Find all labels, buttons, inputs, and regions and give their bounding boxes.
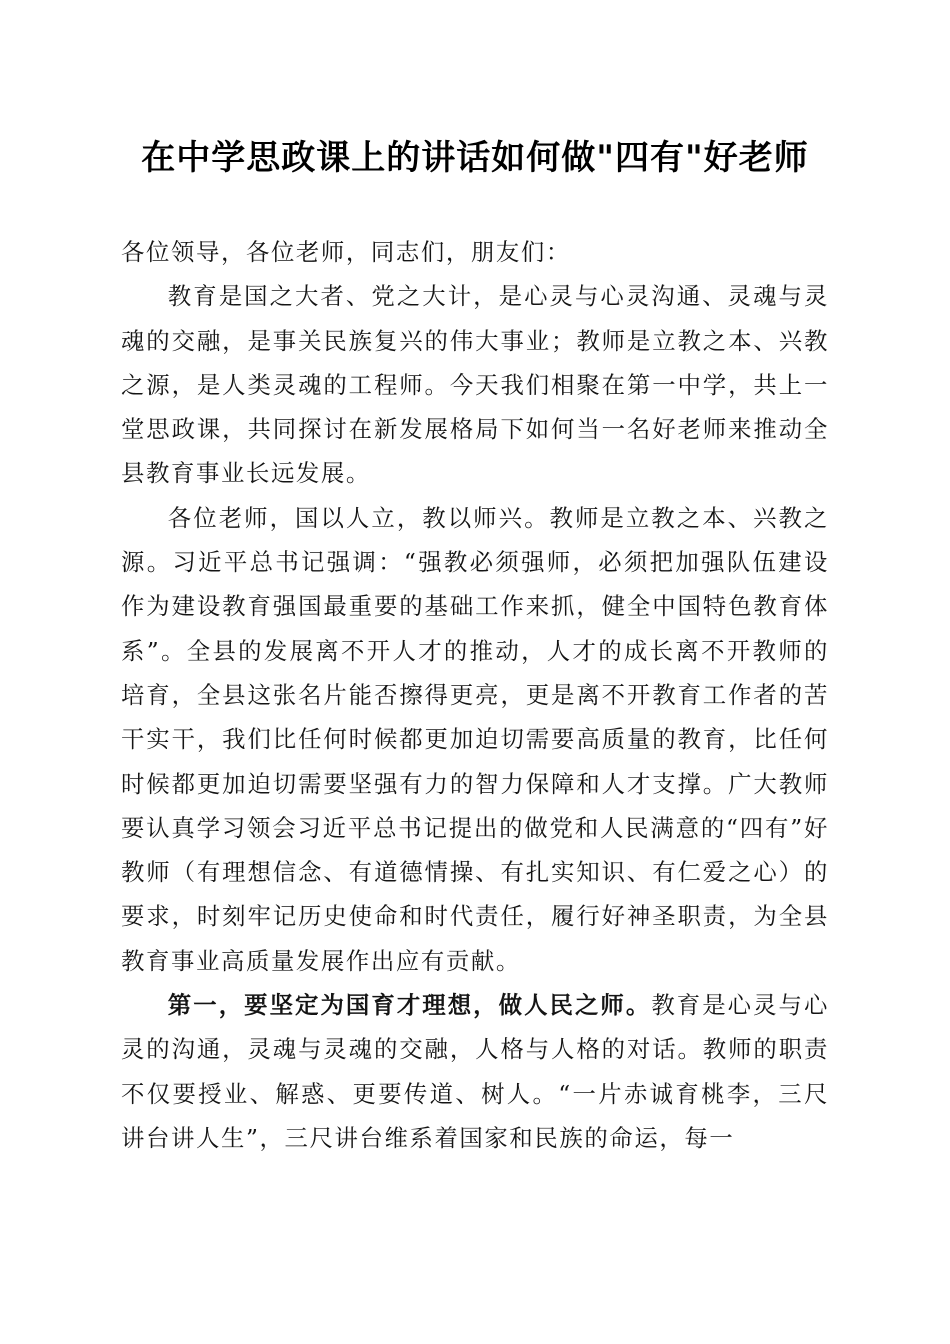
paragraph-first-point	[121, 983, 829, 1160]
document-body	[121, 230, 829, 1160]
paragraph-text: 教育是国之大者、党之大计，是心灵与心灵沟通、灵魂与灵魂的交融，是事关民族复兴的伟大事业；教师是立教之本、兴教之源，是人类灵魂的工程师。今天我们相聚在第一中学，共上一堂思政课，共同探讨在新发展格局下如何当一名好老师来推动全县教育事业长远发展。	[121, 282, 829, 488]
section-heading: 第一，要坚定为国育才理想，做人民之师。	[167, 991, 652, 1020]
paragraph-intro	[121, 274, 829, 495]
salutation: 各位领导，各位老师，同志们，朋友们：	[121, 238, 571, 266]
paragraph-teachers	[121, 496, 829, 983]
paragraph-text: 教育是心灵与心灵的沟通，灵魂与灵魂的交融，人格与人格的对话。教师的职责不仅要授业、解惑、更要传道、树人。“一片赤诚育桃李，三尺讲台讲人生”，三尺讲台维系着国家和民族的命运，每一	[121, 991, 829, 1152]
paragraph-text: 各位老师，国以人立，教以师兴。教师是立教之本、兴教之源。习近平总书记强调：“强教必须强师，必须把加强队伍建设作为建设教育强国最重要的基础工作来抓，健全中国特色教育体系”。全县的发展离不开人才的推动，人才的成长离不开教师的培育，全县这张名片能否擦得更亮，更是离不开教育工作者的苦干实干，我们比任何时候都更加迫切需要高质量的教育，比任何时候都更加迫切需要坚强有力的智力保障和人才支撑。广大教师要认真学习领会习近平总书记提出的做党和人民满意的“四有”好教师（有理想信念、有道德情操、有扎实知识、有仁爱之心）的要求，时刻牢记历史使命和时代责任，履行好神圣职责，为全县教育事业高质量发展作出应有贡献。	[121, 503, 829, 975]
document-title: 在中学思政课上的讲话如何做"四有"好老师	[141, 138, 809, 178]
